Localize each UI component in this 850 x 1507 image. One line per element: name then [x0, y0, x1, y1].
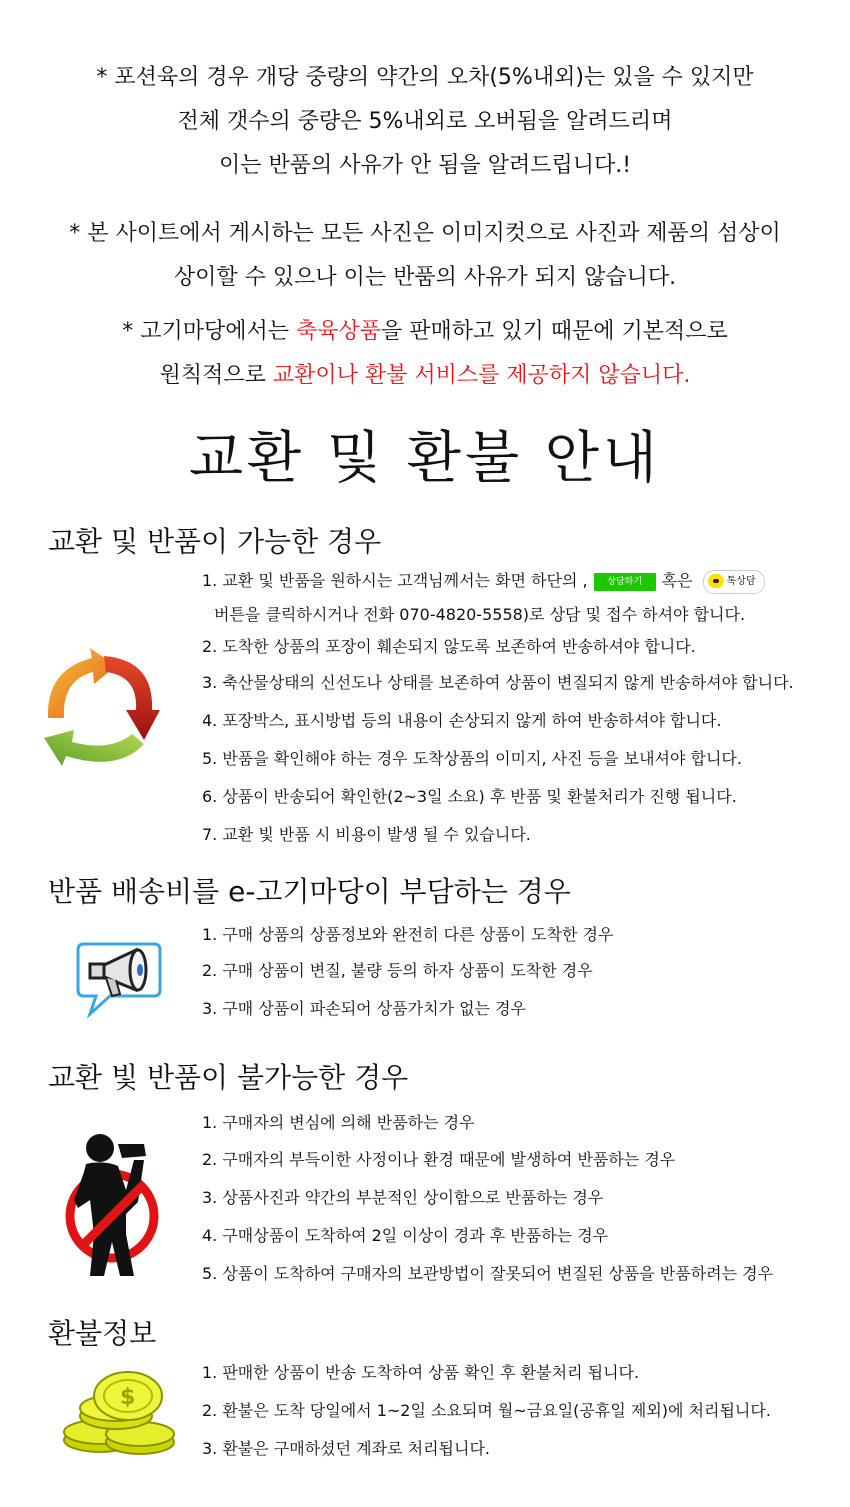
- list-item: 4. 구매상품이 도착하여 2일 이상이 경과 후 반품하는 경우: [202, 1226, 609, 1245]
- item-text: 혹은: [661, 571, 693, 590]
- page-title: 교환 및 환불 안내: [188, 426, 662, 491]
- notice-no-refund: [0, 310, 850, 398]
- notice-text: 을 판매하고 있기 때문에 기본적으로: [381, 319, 728, 344]
- notice-line: 이는 반품의 사유가 안 됨을 알려드립니다.!: [218, 153, 632, 178]
- list-item: 2. 도착한 상품의 포장이 훼손되지 않도록 보존하여 반송하셔야 합니다.: [202, 637, 696, 656]
- list-item: 3. 환불은 구매하셨던 계좌로 처리됩니다.: [202, 1439, 490, 1458]
- list-item: 5. 상품이 도착하여 구매자의 보관방법이 잘못되어 변질된 상품을 반품하려는 경우: [202, 1264, 774, 1283]
- list-item: 7. 교환 빛 반품 시 비용이 발생 될 수 있습니다.: [202, 825, 531, 844]
- notice-text: 원칙적으로: [159, 363, 273, 388]
- section-title-refund-info: 환불정보: [48, 1317, 157, 1350]
- section-title-exchange-possible: 교환 및 반품이 가능한 경우: [48, 525, 382, 558]
- list-item: 3. 상품사진과 약간의 부분적인 상이함으로 반품하는 경우: [202, 1188, 604, 1207]
- notice-highlight: 교환이나 환불 서비스를 제공하지 않습니다.: [272, 363, 691, 388]
- notice-portion-weight: [0, 56, 850, 188]
- list-item: 2. 구매자의 부득이한 사정이나 환경 때문에 발생하여 반품하는 경우: [202, 1150, 676, 1169]
- notice-line: [0, 354, 850, 398]
- kakao-bubble-icon: [708, 574, 724, 588]
- list-item: 3. 구매 상품이 파손되어 상품가치가 없는 경우: [202, 999, 526, 1018]
- notice-line: * 본 사이트에서 게시하는 모든 사진은 이미지컷으로 사진과 제품의 섬상이: [69, 221, 781, 246]
- notice-highlight: 축육상품: [295, 319, 381, 344]
- section-title-exchange-impossible: 교환 빛 반품이 불가능한 경우: [48, 1061, 409, 1094]
- talk-button-label: 톡상담: [726, 575, 756, 587]
- notice-line: * 포션육의 경우 개당 중량의 약간의 오차(5%내외)는 있을 수 있지만: [96, 65, 754, 90]
- chat-consult-button[interactable]: 상담하기: [594, 573, 656, 591]
- list-item: 1. 구매 상품의 상품정보와 완전히 다른 상품이 도착한 경우: [202, 925, 614, 944]
- megaphone-icon: [74, 936, 170, 1026]
- prohibited-person-icon: [64, 1130, 164, 1284]
- list-item: 4. 포장박스, 표시방법 등의 내용이 손상되지 않게 하여 반송하셔야 합니다.: [202, 711, 722, 730]
- list-item: 2. 구매 상품이 변질, 불량 등의 하자 상품이 도착한 경우: [202, 961, 593, 980]
- list-item: [202, 568, 765, 594]
- item-text: 1. 교환 및 반품을 원하시는 고객님께서는 화면 하단의 ,: [202, 571, 588, 590]
- kakao-talk-button[interactable]: [703, 570, 765, 594]
- list-item: 버튼을 클릭하시거나 전화 070-4820-5558)로 상담 및 접수 하셔야 합니다.: [214, 605, 746, 624]
- notice-line: 전체 갯수의 중량은 5%내외로 오버됨을 알려드리며: [177, 109, 673, 134]
- notice-image-cut: [0, 212, 850, 300]
- gold-coins-icon: [60, 1366, 186, 1462]
- list-item: 1. 구매자의 변심에 의해 반품하는 경우: [202, 1113, 475, 1132]
- list-item: 5. 반품을 확인해야 하는 경우 도착상품의 이미지, 사진 등을 보내셔야 합니다.: [202, 749, 742, 768]
- recycle-arrows-icon: [40, 648, 160, 774]
- list-item: 3. 축산물상태의 신선도나 상태를 보존하여 상품이 변질되지 않게 반송하셔야 합니다.: [202, 673, 794, 692]
- list-item: 1. 판매한 상품이 반송 도착하여 상품 확인 후 환불처리 됩니다.: [202, 1363, 640, 1382]
- svg-text:$: $: [120, 1385, 136, 1410]
- notice-text: * 고기마당에서는: [122, 319, 296, 344]
- section-title-shipping-cost: 반품 배송비를 e-고기마당이 부담하는 경우: [48, 875, 571, 908]
- notice-line: [0, 310, 850, 354]
- list-item: 2. 환불은 도착 당일에서 1~2일 소요되며 월~금요일(공휴일 제외)에 처리됩니다.: [202, 1401, 771, 1420]
- notice-line: 상이할 수 있으나 이는 반품의 사유가 되지 않습니다.: [173, 265, 677, 290]
- list-item: 6. 상품이 반송되어 확인한(2~3일 소요) 후 반품 및 환불처리가 진행 됩니다.: [202, 787, 737, 806]
